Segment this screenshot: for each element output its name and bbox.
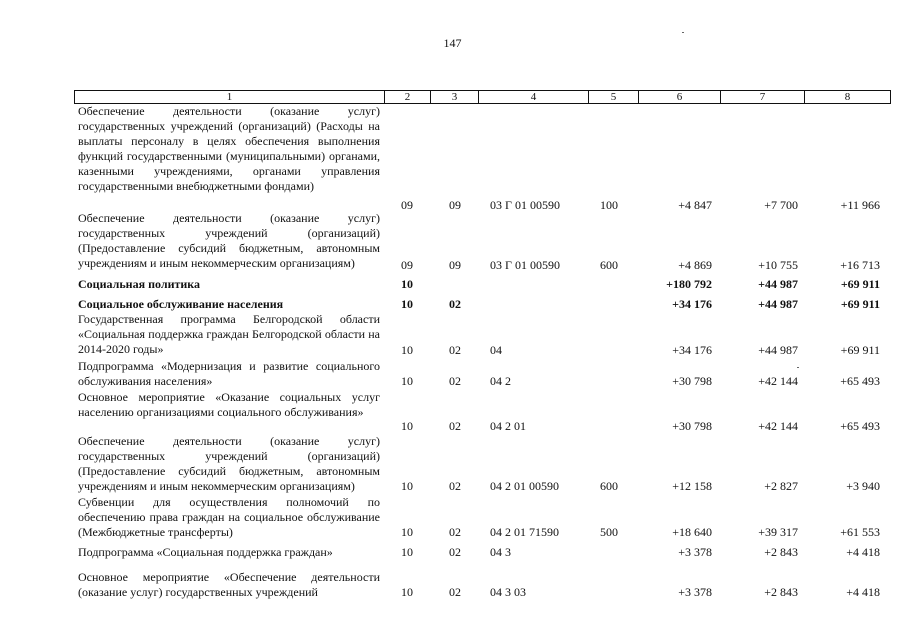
amount-col8: +69 911 — [840, 297, 880, 311]
amount-col6: +3 378 — [678, 545, 712, 559]
row-description: Обеспечение деятельности (оказание услуг) государственных учреждений (организаций) (Предоставление субсидий бюджетным, автономным учреждениям и иным некоммерческим организациям) — [78, 434, 380, 493]
amount-col6: +3 378 — [678, 585, 712, 599]
target-article-code: 04 3 03 — [490, 585, 526, 599]
amount-col8: +69 911 — [840, 343, 880, 357]
row-description: Подпрограмма «Социальная поддержка граждан» — [78, 545, 333, 559]
amount-col8: +65 493 — [840, 374, 880, 388]
amount-col8: +11 966 — [840, 198, 880, 212]
row-description: Основное мероприятие «Оказание социальных услуг населению организациями социального обслуживания» — [78, 390, 380, 419]
amount-col7: +44 987 — [758, 277, 798, 291]
amount-col7: +2 843 — [764, 585, 798, 599]
scan-speck — [797, 367, 799, 368]
row-description: Социальное обслуживание населения — [78, 297, 284, 311]
amount-col6: +30 798 — [672, 419, 712, 433]
amount-col8: +3 940 — [846, 479, 880, 493]
column-number: 7 — [721, 91, 805, 104]
section-code: 10 — [401, 374, 413, 388]
subsection-code: 02 — [449, 525, 461, 539]
amount-col7: +7 700 — [764, 198, 798, 212]
amount-col8: +69 911 — [840, 277, 880, 291]
section-code: 10 — [401, 297, 413, 311]
section-code: 09 — [401, 198, 413, 212]
subsection-code: 02 — [449, 545, 461, 559]
scan-speck — [682, 32, 684, 33]
amount-col6: +18 640 — [672, 525, 712, 539]
target-article-code: 04 3 — [490, 545, 511, 559]
target-article-code: 04 2 01 00590 — [490, 479, 559, 493]
amount-col7: +44 987 — [758, 297, 798, 311]
target-article-code: 04 — [490, 343, 502, 357]
page-number: 147 — [443, 36, 462, 50]
amount-col6: +30 798 — [672, 374, 712, 388]
row-description: Субвенции для осуществления полномочий по обеспечению права граждан на социальное обслуживание (Межбюджетные трансферты) — [78, 495, 380, 539]
row-description: Обеспечение деятельности (оказание услуг) государственных учреждений (организаций) (Расходы на выплаты персоналу в целях обеспечения выполнения функций государственными (муниципальными) органами, казенными учреждениями, органами управления государственными внебюджетными фондами) — [78, 104, 380, 193]
amount-col7: +39 317 — [758, 525, 798, 539]
amount-col7: +44 987 — [758, 343, 798, 357]
target-article-code: 04 2 — [490, 374, 511, 388]
subsection-code: 02 — [449, 343, 461, 357]
subsection-code: 02 — [449, 585, 461, 599]
target-article-code: 03 Г 01 00590 — [490, 198, 560, 212]
row-description: Социальная политика — [78, 277, 201, 291]
amount-col7: +10 755 — [758, 258, 798, 272]
column-number: 5 — [589, 91, 639, 104]
column-header-table — [74, 90, 891, 104]
subsection-code: 02 — [449, 419, 461, 433]
column-number: 3 — [431, 91, 479, 104]
amount-col6: +180 792 — [666, 277, 712, 291]
amount-col7: +42 144 — [758, 419, 798, 433]
column-number: 1 — [75, 91, 385, 104]
amount-col6: +34 176 — [672, 297, 712, 311]
row-description: Государственная программа Белгородской области «Социальная поддержка граждан Белгородской области на 2014-2020 годы» — [78, 312, 380, 356]
target-article-code: 04 2 01 — [490, 419, 526, 433]
section-code: 10 — [401, 343, 413, 357]
section-code: 10 — [401, 277, 413, 291]
column-number-row — [75, 91, 891, 104]
column-number: 4 — [479, 91, 589, 104]
target-article-code: 04 2 01 71590 — [490, 525, 559, 539]
subsection-code: 02 — [449, 297, 461, 311]
expense-type-code: 100 — [600, 198, 618, 212]
amount-col8: +4 418 — [846, 585, 880, 599]
subsection-code: 02 — [449, 479, 461, 493]
amount-col7: +2 843 — [764, 545, 798, 559]
section-code: 10 — [401, 419, 413, 433]
row-description: Основное мероприятие «Обеспечение деятельности (оказание услуг) государственных учреждений — [78, 570, 380, 599]
column-number: 6 — [639, 91, 721, 104]
amount-col7: +42 144 — [758, 374, 798, 388]
section-code: 10 — [401, 545, 413, 559]
subsection-code: 09 — [449, 258, 461, 272]
amount-col7: +2 827 — [764, 479, 798, 493]
amount-col8: +61 553 — [840, 525, 880, 539]
target-article-code: 03 Г 01 00590 — [490, 258, 560, 272]
amount-col6: +12 158 — [672, 479, 712, 493]
column-number: 8 — [805, 91, 891, 104]
expense-type-code: 600 — [600, 479, 618, 493]
section-code: 10 — [401, 525, 413, 539]
section-code: 09 — [401, 258, 413, 272]
subsection-code: 09 — [449, 198, 461, 212]
subsection-code: 02 — [449, 374, 461, 388]
expense-type-code: 600 — [600, 258, 618, 272]
expense-type-code: 500 — [600, 525, 618, 539]
amount-col8: +65 493 — [840, 419, 880, 433]
amount-col6: +34 176 — [672, 343, 712, 357]
section-code: 10 — [401, 479, 413, 493]
column-number: 2 — [385, 91, 431, 104]
row-description: Обеспечение деятельности (оказание услуг) государственных учреждений (организаций) (Предоставление субсидий бюджетным, автономным учреждениям и иным некоммерческим организациям) — [78, 211, 380, 270]
section-code: 10 — [401, 585, 413, 599]
amount-col6: +4 847 — [678, 198, 712, 212]
row-description: Подпрограмма «Модернизация и развитие социального обслуживания населения» — [78, 359, 380, 388]
amount-col8: +4 418 — [846, 545, 880, 559]
amount-col6: +4 869 — [678, 258, 712, 272]
amount-col8: +16 713 — [840, 258, 880, 272]
